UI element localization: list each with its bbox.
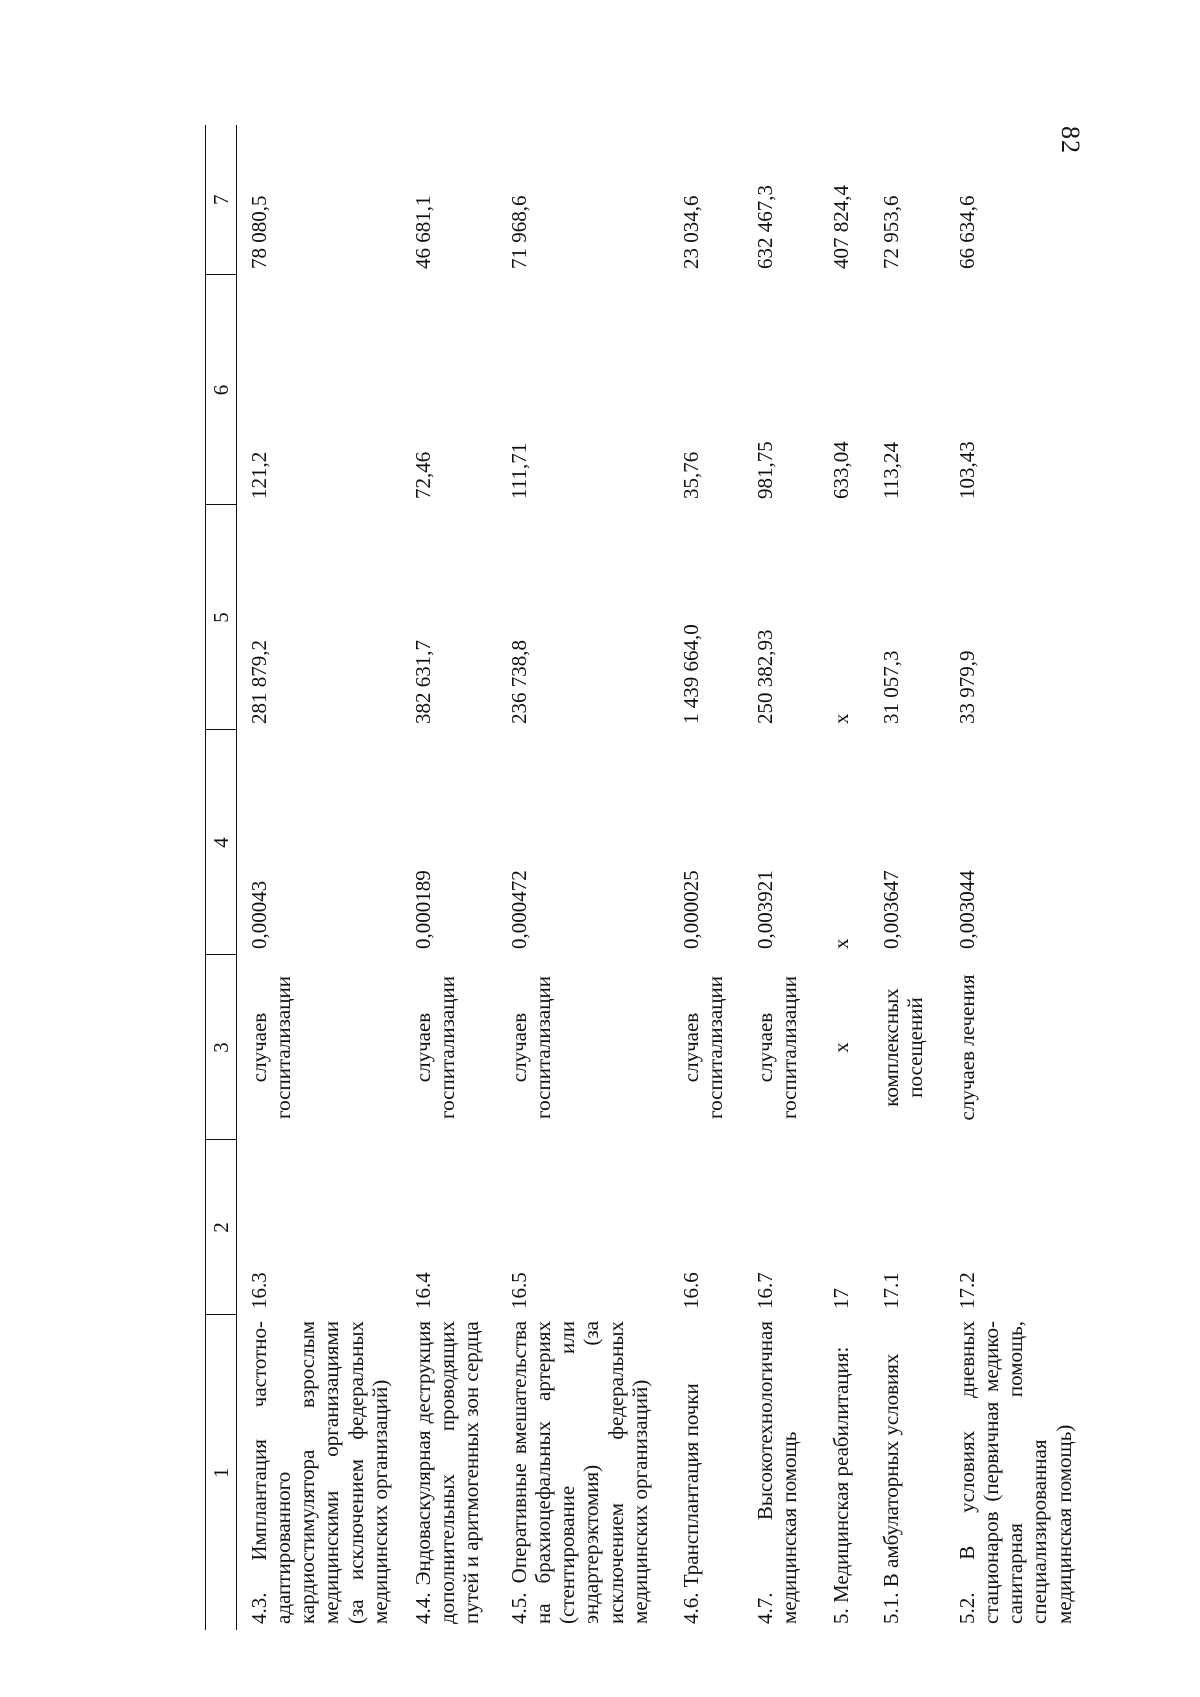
row-value-5: 382 631,7	[411, 640, 435, 724]
row-value-6: 35,76	[679, 451, 703, 499]
column-header-2: 2	[206, 1140, 237, 1315]
row-value-5: 33 979,9	[955, 650, 979, 724]
column-header-4: 4	[206, 730, 237, 955]
row-value-6: 121,2	[247, 451, 271, 499]
row-value-7: 78 080,5	[247, 195, 271, 269]
page-number: 82	[1056, 126, 1085, 154]
row-name: 5.2. В условиях дневных стационаров (первичная медико-санитарная помощь, специализированная медицинская помощь)	[955, 1321, 1076, 1624]
row-code: 17.1	[879, 1272, 903, 1309]
row-value-7: 46 681,1	[411, 195, 435, 269]
row-name: 4.5. Оперативные вмешательства на брахиоцефальных артериях (стентирование или эндартерэктомия) (за исключением федеральных медицинских организаций)	[507, 1321, 652, 1624]
row-code: 17.2	[955, 1272, 979, 1309]
row-value-7: 23 034,6	[679, 195, 703, 269]
row-value-4: 0,000472	[507, 870, 531, 949]
row-value-4: х	[829, 938, 853, 949]
row-unit: комплексных посещений	[879, 988, 928, 1107]
row-value-7: 71 968,6	[507, 195, 531, 269]
column-header-5: 5	[206, 505, 237, 730]
row-unit: случаев госпитализации	[679, 976, 728, 1119]
row-value-6: 981,75	[753, 441, 777, 499]
column-header-7: 7	[206, 125, 237, 275]
row-name: 5.1. В амбулаторных условиях	[879, 1353, 903, 1624]
row-value-5: 281 879,2	[247, 640, 271, 724]
row-code: 16.3	[247, 1272, 271, 1309]
table-row	[497, 125, 669, 1630]
row-value-6: 103,43	[955, 441, 979, 499]
row-name: 4.4. Эндоваскулярная деструкция дополнительных проводящих путей и аритмогенных зон сердца	[411, 1321, 484, 1624]
table-row	[669, 125, 743, 1630]
row-name: 4.6. Трансплантация почки	[679, 1383, 703, 1624]
row-value-6: 633,04	[829, 441, 853, 499]
row-unit: случаев госпитализации	[507, 976, 556, 1119]
row-value-6: 72,46	[411, 451, 435, 499]
row-value-4: 0,000025	[679, 870, 703, 949]
column-header-6: 6	[206, 275, 237, 505]
row-unit: случаев лечения	[955, 974, 979, 1121]
row-value-7: 66 634,6	[955, 195, 979, 269]
row-unit: случаев госпитализации	[753, 976, 802, 1119]
table-row	[819, 125, 869, 1630]
column-header-3: 3	[206, 955, 237, 1140]
row-value-5: 250 382,93	[753, 629, 777, 724]
table-row	[401, 125, 497, 1630]
row-value-4: 0,003044	[955, 870, 979, 949]
row-unit: случаев госпитализации	[247, 976, 296, 1119]
row-code: 16.6	[679, 1272, 703, 1309]
row-code: 16.4	[411, 1272, 435, 1309]
table-row	[945, 125, 1080, 1630]
row-value-7: 632 467,3	[753, 185, 777, 269]
row-unit: х	[829, 1042, 853, 1053]
row-unit: случаев госпитализации	[411, 976, 460, 1119]
row-code: 16.5	[507, 1272, 531, 1309]
table-container	[205, 125, 1076, 1630]
row-value-6: 113,24	[879, 442, 903, 499]
tariff-table	[205, 125, 1080, 1630]
row-value-4: 0,000189	[411, 870, 435, 949]
row-value-7: 72 953,6	[879, 195, 903, 269]
table-row	[869, 125, 945, 1630]
row-value-5: 31 057,3	[879, 650, 903, 724]
row-name: 4.7. Высокотехнологичная медицинская помощь	[753, 1321, 802, 1624]
row-code: 17	[829, 1288, 853, 1309]
row-value-6: 111,71	[507, 442, 531, 499]
row-value-5: 236 738,8	[507, 640, 531, 724]
row-value-4: 0,00043	[247, 880, 271, 949]
table-row	[237, 125, 402, 1630]
row-value-4: 0,003647	[879, 870, 903, 949]
row-value-5: х	[829, 713, 853, 724]
row-name: 5. Медицинская реабилитация:	[829, 1346, 853, 1624]
row-code: 16.7	[753, 1272, 777, 1309]
row-value-4: 0,003921	[753, 870, 777, 949]
row-name: 4.3. Имплантация частотно-адаптированного кардиостимулятора взрослым медицинскими организациями (за исключением федеральных медицинских организаций)	[247, 1321, 392, 1624]
row-value-5: 1 439 664,0	[679, 624, 703, 724]
column-header-1: 1	[206, 1315, 237, 1630]
table-row	[743, 125, 819, 1630]
row-value-7: 407 824,4	[829, 185, 853, 269]
header-row	[206, 125, 237, 1630]
